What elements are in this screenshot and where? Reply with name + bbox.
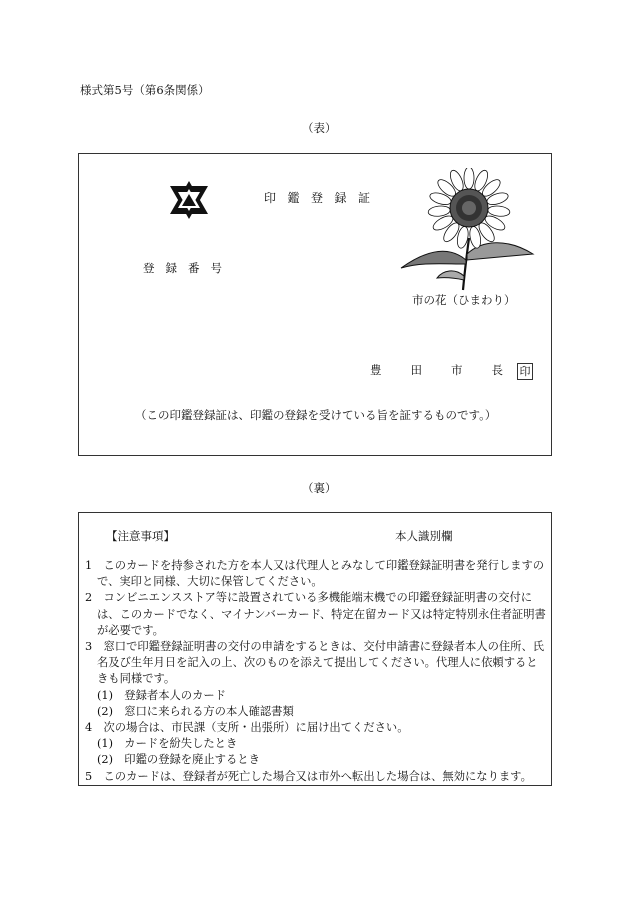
- form-number: 様式第5号（第6条関係）: [80, 83, 210, 97]
- note-item: 3 窓口で印鑑登録証明書の交付の申請をするときは、交付申請書に登録者本人の住所、氏名及び生年月日を記入の上、次のものを添えて提出してください。代理人に依頼するときも同様です。: [85, 640, 545, 686]
- note-item: 2 コンビニエンスストア等に設置されている多機能端末機での印鑑登録証明書の交付には、このカードでなく、マイナンバーカード、特定在留カード又は特定特別永住者証明書が必要です。: [85, 591, 546, 637]
- card-front: [78, 153, 552, 456]
- card-title: 印鑑登録証: [264, 191, 382, 205]
- city-emblem-icon: [169, 180, 209, 220]
- back-side-label: （裏）: [302, 481, 337, 495]
- sunflower-icon: [397, 168, 537, 292]
- mayor-char: 市: [451, 363, 463, 377]
- note-subitem: (2) 印鑑の登録を廃止するとき: [97, 753, 260, 767]
- note-item: 1 このカードを持参された方を本人又は代理人とみなして印鑑登録証明書を発行しますので、実印と同様、大切に保管してください。: [85, 559, 545, 589]
- note-subitem: (1) 登録者本人のカード: [97, 688, 226, 702]
- card-back: [78, 512, 552, 786]
- certification-text: （この印鑑登録証は、印鑑の登録を受けている旨を証するものです。）: [135, 408, 497, 422]
- mayor-char: 長: [491, 363, 503, 377]
- note-item: 5 このカードは、登録者が死亡した場合又は市外へ転出した場合は、無効になります。: [85, 769, 532, 783]
- notes-title: 【注意事項】: [106, 529, 175, 543]
- mayor-signature: [370, 362, 533, 380]
- registration-number-label: 登録番号: [143, 261, 233, 275]
- notes-list: [85, 558, 547, 785]
- flower-caption: 市の花（ひまわり）: [412, 293, 516, 307]
- mayor-char: 豊: [370, 363, 382, 377]
- id-field-label: 本人識別欄: [395, 529, 453, 543]
- front-side-label: （表）: [302, 121, 337, 135]
- seal-box: 印: [517, 363, 533, 380]
- note-subitem: (2) 窓口に来られる方の本人確認書類: [97, 704, 294, 718]
- mayor-char: 田: [410, 363, 422, 377]
- note-item: 4 次の場合は、市民課（支所・出張所）に届け出てください。: [85, 721, 409, 735]
- note-subitem: (1) カードを紛失したとき: [97, 737, 238, 751]
